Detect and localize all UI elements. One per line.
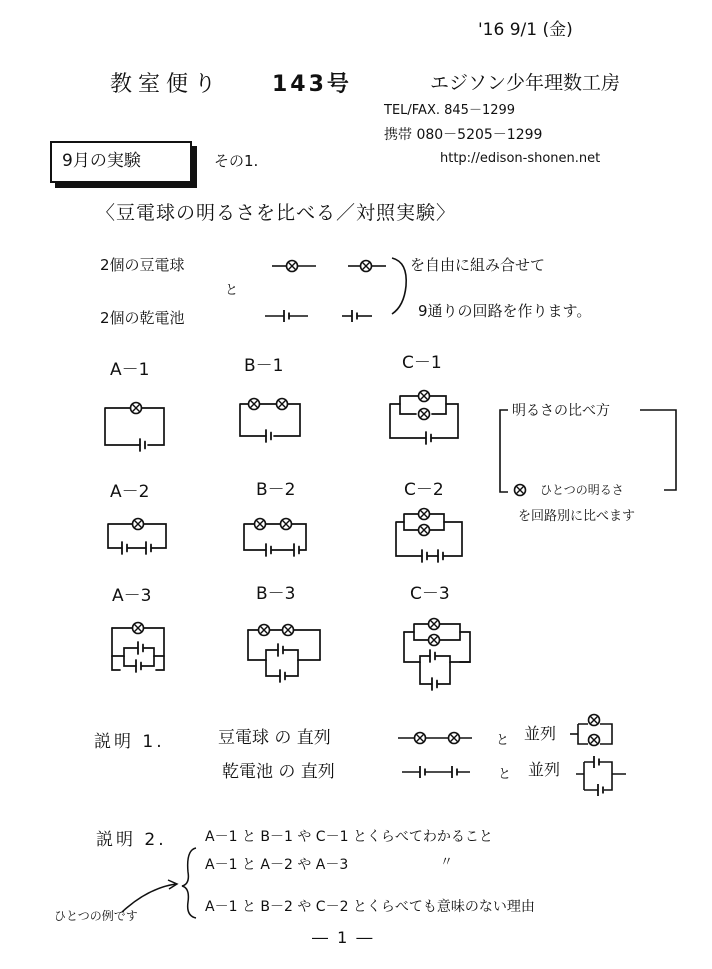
explain2-line3: A－1 と B－2 や C－2 とくらべても意味のない理由 <box>205 899 535 915</box>
circuit-label-c3: C－3 <box>410 584 450 604</box>
intro-result-1: を自由に組み合せて <box>410 256 546 274</box>
explain2-brace <box>182 848 196 918</box>
sidebox-line1: ひとつの明るさ <box>540 483 624 497</box>
circuit-label-b2: B－2 <box>256 480 296 500</box>
explain2-label: 説明 2. <box>96 830 167 850</box>
issue-number: 143号 <box>272 72 352 97</box>
explain1-parallel-2: 並列 <box>528 760 561 779</box>
explain2-line1: A－1 と B－1 や C－1 とくらべてわかること <box>205 829 493 845</box>
circuit-label-a3: A－3 <box>112 586 152 606</box>
circuit-label-c2: C－2 <box>404 480 444 500</box>
explain1-label: 説明 1. <box>94 732 165 752</box>
intro-and: と <box>225 283 239 298</box>
explain1-parallel-1: 並列 <box>524 724 557 743</box>
explain2-ditto: 〃 <box>440 855 454 870</box>
sidebox-title: 明るさの比べ方 <box>512 403 610 419</box>
experiment-title: 〈豆電球の明るさを比べる／対照実験〉 <box>96 202 457 224</box>
circuit-label-b1: B－1 <box>244 356 284 376</box>
circuit-label-a2: A－2 <box>110 482 150 502</box>
website-url: http://edison-shonen.net <box>440 151 601 166</box>
shop-name: エジソン少年理数工房 <box>430 72 621 94</box>
newsletter-title: 教室便り <box>110 72 223 97</box>
explain2-line2: A－1 と A－2 や A－3 <box>205 857 349 873</box>
intro-bulbs: 2個の豆電球 <box>100 256 185 274</box>
circuit-label-a1: A－1 <box>110 360 150 380</box>
page-number: ― 1 ― <box>312 928 375 947</box>
explain1-and-2: と <box>498 767 512 782</box>
section-label: 9月の実験 <box>62 151 141 171</box>
section-part: その1. <box>214 152 259 170</box>
mobile-number: 携帯 080－5205－1299 <box>384 127 543 143</box>
intro-result-2: 9通りの回路を作ります。 <box>418 302 592 320</box>
tel-fax: TEL/FAX. 845－1299 <box>384 103 516 118</box>
circuit-label-c1: C－1 <box>402 353 442 373</box>
explain1-row2-subject: 乾電池 の 直列 <box>222 762 335 782</box>
explain2-side-note: ひとつの例です <box>54 909 138 923</box>
date: '16 9/1 (金) <box>478 20 573 40</box>
explain1-and-1: と <box>496 733 510 748</box>
intro-cells: 2個の乾電池 <box>100 309 185 327</box>
explain1-row1-subject: 豆電球 の 直列 <box>218 728 331 748</box>
sidebox-line2: を回路別に比べます <box>518 509 636 524</box>
example-arrow <box>122 884 176 912</box>
circuit-label-b3: B－3 <box>256 584 296 604</box>
